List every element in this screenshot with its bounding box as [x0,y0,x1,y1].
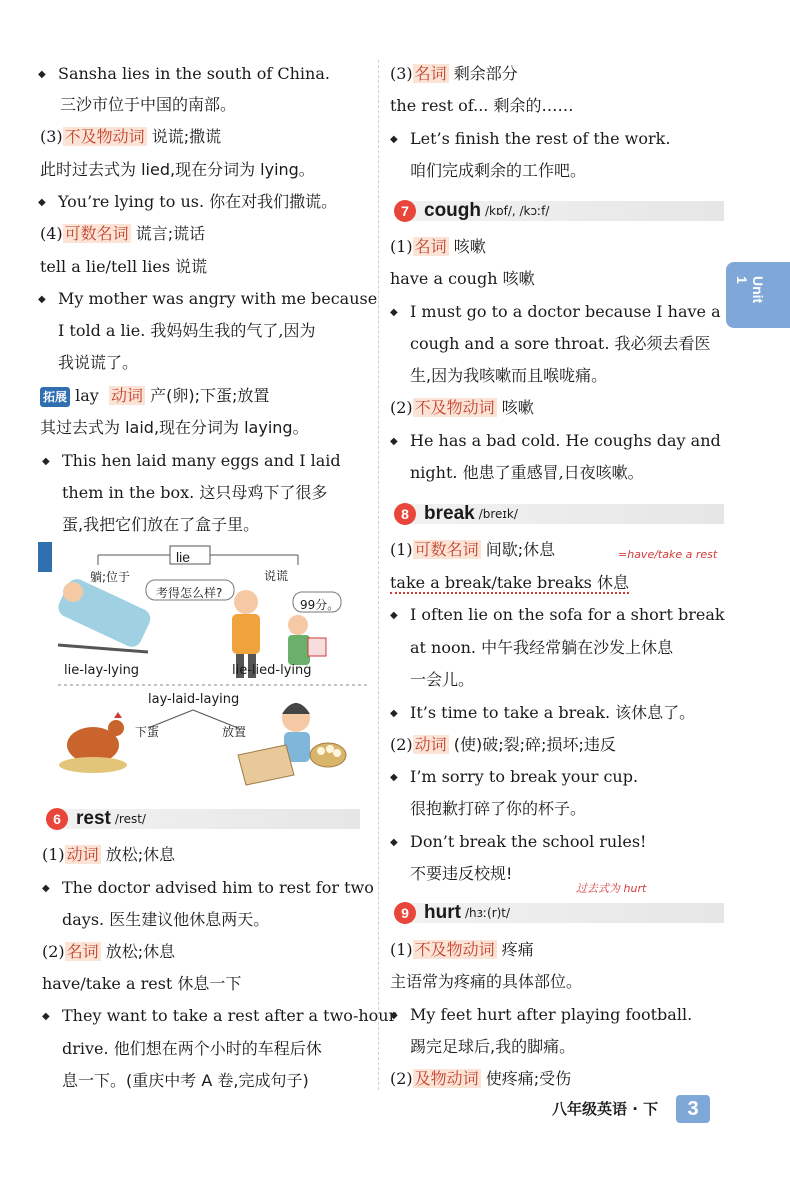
speech-bubble: 99分。 [300,598,340,612]
example-sentence: ◆ You’re lying to us. 你在对我们撒谎。 [58,192,337,212]
entry-heading [394,501,710,527]
example-sentence-cont: I told a lie. 我妈妈生我的气了,因为 [58,321,316,340]
entry-word: break [424,503,475,524]
entry-heading [394,900,710,926]
sense-line: (1) 动词 放松;休息 [42,845,176,864]
column-divider [378,60,379,1090]
sense-line: (2) 及物动词 使疼痛;受伤 [390,1069,572,1088]
note-line: 此时过去式为 lied,现在分词为 lying。 [40,160,315,179]
example-sentence-cont: 蛋,我把它们放在了盒子里。 [62,515,260,534]
example-sentence: ◆ This hen laid many eggs and I laid [62,451,341,471]
example-sentence-cont: night. 他患了重感冒,日夜咳嗽。 [410,463,644,482]
example-sentence: ◆ My mother was angry with me because [58,289,377,309]
example-translation: 很抱歉打碎了你的杯子。 [410,799,587,818]
example-sentence: ◆ The doctor advised him to rest for two [62,878,374,898]
example-sentence: ◆ He has a bad cold. He coughs day and [410,431,721,451]
entry-heading [46,806,346,832]
phrase-line: have/take a rest 休息一下 [42,974,242,993]
sense-line: (2) 动词 (使)破;裂;碎;损坏;违反 [390,735,616,754]
illus-label: 说谎 [264,569,289,583]
entry-word: rest [76,808,111,829]
extension-badge: 拓展 [40,387,70,407]
example-sentence-cont: drive. 他们想在两个小时的车程后休 [62,1039,322,1058]
entry-word: hurt [424,902,461,923]
illus-label: 下蛋 [135,725,160,739]
entry-phonetic: /hɜː(r)t/ [464,906,511,920]
sense-line: (3) 名词 剩余部分 [390,64,518,83]
example-sentence-cont: days. 医生建议他休息两天。 [62,910,270,929]
sense-line: (1) 不及物动词 疼痛 [390,940,534,959]
phrase-line: take a break/take breaks 休息 [390,573,629,592]
example-sentence-cont: 生,因为我咳嗽而且喉咙痛。 [410,366,608,385]
example-translation: 咱们完成剩余的工作吧。 [410,161,587,180]
example-sentence: ◆ Let’s finish the rest of the work. [410,129,670,149]
entry-word: cough [424,200,481,221]
word-forms: lie-lay-lying [64,663,140,678]
handwritten-note: =have/take a rest [618,548,718,561]
page-number: 3 [676,1095,710,1123]
sense-line: (2) 名词 放松;休息 [42,942,176,961]
extension-line: 拓展 lay 动词 产(卵);下蛋;放置 [40,386,269,407]
example-translation: 踢完足球后,我的脚痛。 [410,1037,576,1056]
entry-heading [394,198,710,224]
phrase-line: tell a lie/tell lies 说谎 [40,257,208,276]
sense-line: (1) 可数名词 间歇;休息 [390,540,556,559]
unit-side-tab: Unit 1 [726,262,790,328]
example-sentence: ◆ They want to take a rest after a two-hour [62,1006,396,1026]
pos-tag: 不及物动词 [64,127,145,146]
example-sentence: ◆ Don’t break the school rules! [410,832,646,852]
entry-number: 8 [394,503,416,525]
entry-number: 6 [46,808,68,830]
phrase-line: the rest of... 剩余的…… [390,96,574,115]
example-sentence: ◆ Sansha lies in the south of China. [58,64,330,84]
phrase-line: have a cough 咳嗽 [390,269,535,288]
note-line: 主语常为疼痛的具体部位。 [390,972,583,991]
entry-phonetic: /kɒf/, /kɔːf/ [485,204,550,218]
example-sentence: ◆ I often lie on the sofa for a short break [410,605,725,625]
example-sentence-cont: cough and a sore throat. 我必须去看医 [410,334,711,353]
entry-phonetic: /breɪk/ [478,507,518,521]
sense-line: (3) 不及物动词 说谎;撒谎 [40,127,222,146]
entry-number: 9 [394,902,416,924]
illus-label: 躺;位于 [90,570,131,584]
example-sentence: ◆ I’m sorry to break your cup. [410,767,638,787]
word-forms: lay-laid-laying [148,692,240,707]
example-translation: 不要违反校规! [410,864,513,883]
illus-center-word: lie [176,549,191,565]
example-sentence-cont: 息一下。(重庆中考 A 卷,完成句子) [62,1071,309,1090]
entry-number: 7 [394,200,416,222]
note-line: 其过去式为 laid,现在分词为 laying。 [40,418,309,437]
example-sentence: ◆ I must go to a doctor because I have a [410,302,721,322]
example-sentence: ◆ My feet hurt after playing football. [410,1005,692,1025]
example-sentence: ◆ It’s time to take a break. 该休息了。 [410,703,695,723]
sense-line: (1) 名词 咳嗽 [390,237,486,256]
example-translation: 三沙市位于中国的南部。 [60,95,237,114]
footer-book-title: 八年级英语 · 下 [552,1100,659,1118]
entry-phonetic: /rest/ [114,812,146,826]
example-sentence-cont: them in the box. 这只母鸡下了很多 [62,483,328,502]
speech-bubble: 考得怎么样? [156,586,223,600]
illus-label: 放置 [222,725,247,739]
handwritten-note: 过去式为 hurt [576,882,647,895]
sense-line: (4) 可数名词 谎言;谎话 [40,224,206,243]
example-sentence-cont: at noon. 中午我经常躺在沙发上休息 [410,638,674,657]
example-sentence-cont: 我说谎了。 [58,353,139,372]
sense-line: (2) 不及物动词 咳嗽 [390,398,534,417]
word-forms: lie-lied-lying [232,663,312,678]
example-sentence-cont: 一会儿。 [410,670,475,689]
